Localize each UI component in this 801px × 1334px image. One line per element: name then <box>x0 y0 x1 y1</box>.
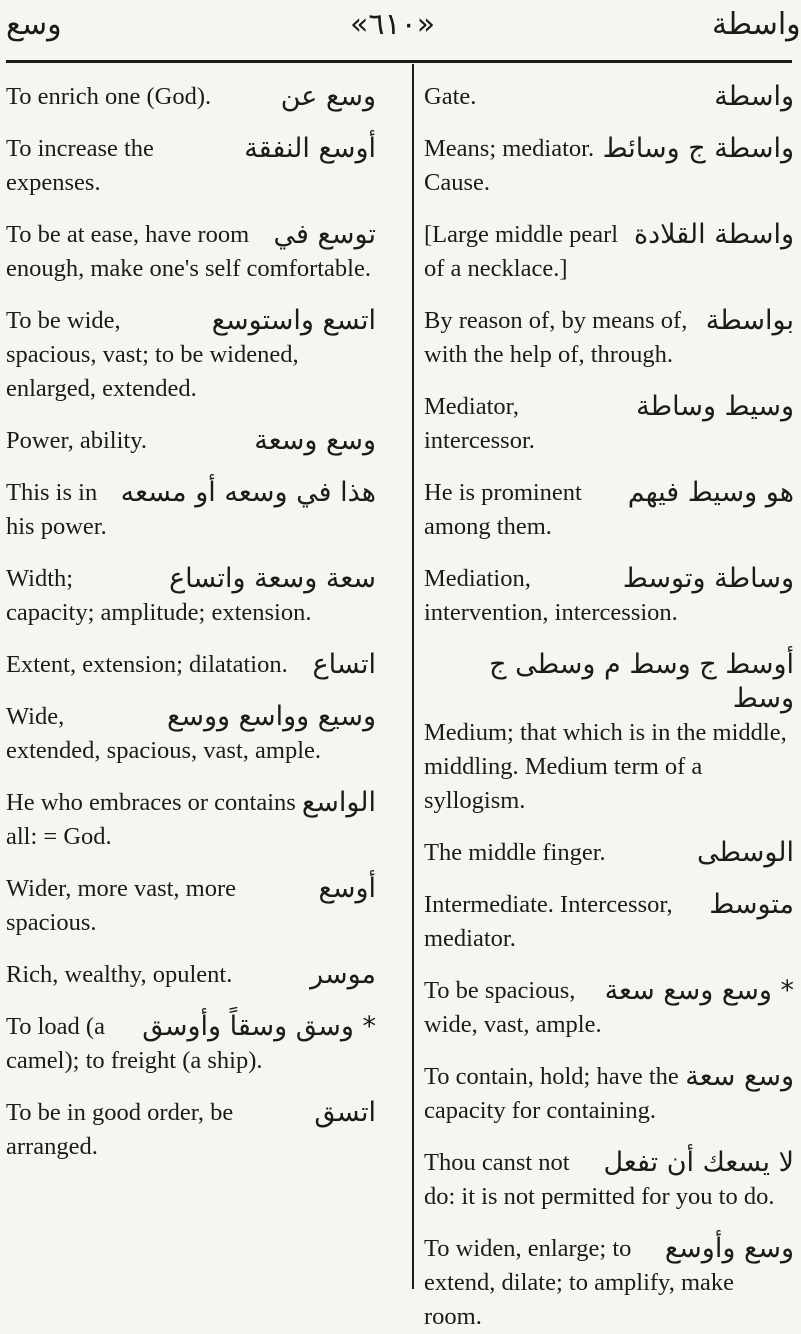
dictionary-entry <box>424 132 794 200</box>
column-divider <box>412 64 414 1289</box>
dictionary-entry <box>6 1096 376 1164</box>
arabic-headword: أوسع النفقة <box>244 133 376 164</box>
english-definition: Thou canst not do: it is not permitted for you to do. <box>424 1149 775 1210</box>
english-definition: He who embraces or contains all: = God. <box>6 789 296 850</box>
arabic-headword: اتسق <box>314 1097 376 1128</box>
dictionary-entry <box>6 786 376 854</box>
english-definition: Width; capacity; amplitude; extension. <box>6 565 312 626</box>
english-definition: To be at ease, have room enough, make one's self comfortable. <box>6 221 371 282</box>
arabic-headword: أوسع <box>318 873 376 904</box>
arabic-headword: موسر <box>310 959 376 990</box>
arabic-headword: الوسطى <box>697 837 794 868</box>
arabic-headword: وسع وأوسع <box>664 1233 794 1264</box>
arabic-headword: وسع سعة <box>685 1061 794 1092</box>
english-definition: Power, ability. <box>6 427 148 454</box>
dictionary-entry <box>6 304 376 406</box>
dictionary-entry <box>6 218 376 286</box>
right-column <box>424 80 794 1330</box>
english-definition: Rich, wealthy, opulent. <box>6 961 233 988</box>
dictionary-entry <box>6 1010 376 1078</box>
dictionary-entry <box>6 132 376 200</box>
dictionary-entry <box>424 1146 794 1214</box>
english-definition: Wider, more vast, more spacious. <box>6 875 237 936</box>
english-definition: To contain, hold; have the capacity for containing. <box>424 1063 679 1124</box>
english-definition: To be in good order, be arranged. <box>6 1099 234 1160</box>
arabic-headword: وسع وسعة <box>254 425 376 456</box>
english-definition: The middle finger. <box>424 839 606 866</box>
dictionary-entry <box>424 562 794 630</box>
dictionary-entry <box>424 390 794 458</box>
arabic-headword: لا يسعك أن تفعل <box>603 1147 794 1178</box>
arabic-headword: وسع عن <box>280 81 376 112</box>
dictionary-entry <box>424 974 794 1042</box>
english-definition: To load (a camel); to freight (a ship). <box>6 1013 263 1074</box>
dictionary-entry <box>424 476 794 544</box>
dictionary-entry <box>6 424 376 458</box>
dictionary-entry <box>424 304 794 372</box>
header-right-word: واسطة <box>712 7 801 42</box>
dictionary-entry <box>424 1060 794 1128</box>
page-header <box>0 0 801 92</box>
arabic-headword: هذا في وسعه أو مسعه <box>120 477 376 508</box>
arabic-headword: الواسع <box>301 787 376 818</box>
arabic-headword: واسطة <box>714 81 794 112</box>
arabic-headword: واسطة القلادة <box>633 219 794 250</box>
header-left-word: وسع <box>6 7 62 42</box>
english-definition: Extent, extension; dilatation. <box>6 651 288 678</box>
page-number: «٦١٠» <box>350 7 436 42</box>
english-definition: Mediator, intercessor. <box>424 393 535 454</box>
english-definition: Gate. <box>424 83 477 110</box>
dictionary-entry <box>6 476 376 544</box>
arabic-headword: بواسطة <box>705 305 794 336</box>
english-definition: To widen, enlarge; to extend, dilate; to amplify, make room. <box>424 1235 735 1330</box>
english-definition: [Large middle pearl of a necklace.] <box>424 221 619 282</box>
arabic-headword: * وسع وسع سعة <box>604 975 794 1006</box>
dictionary-entry <box>6 872 376 940</box>
english-definition: He is prominent among them. <box>424 479 582 540</box>
arabic-headword: أوسط ج وسط م وسطى ج وسط <box>489 649 794 714</box>
arabic-headword: توسع في <box>273 219 376 250</box>
dictionary-entry <box>424 218 794 286</box>
left-column <box>6 80 376 1310</box>
english-definition: To increase the expenses. <box>6 135 154 196</box>
english-definition: This is in his power. <box>6 479 107 540</box>
english-definition: Mediation, intervention, intercession. <box>424 565 678 626</box>
arabic-headword: متوسط <box>709 889 794 920</box>
dictionary-entry <box>424 80 794 114</box>
header-rule <box>6 60 792 63</box>
dictionary-entry <box>6 648 376 682</box>
arabic-headword: هو وسيط فيهم <box>627 477 794 508</box>
arabic-headword: اتسع واستوسع <box>211 305 376 336</box>
arabic-headword: * وسق وسقاً وأوسق <box>142 1011 376 1042</box>
arabic-headword: وسيع وواسع ووسع <box>167 701 376 732</box>
english-definition: Medium; that which is in the middle, middling. Medium term of a syllogism. <box>424 719 787 814</box>
english-definition: Wide, extended, spacious, vast, ample. <box>6 703 322 764</box>
dictionary-entry <box>6 700 376 768</box>
english-definition: By reason of, by means of, with the help of, through. <box>424 307 688 368</box>
arabic-headword: اتساع <box>312 649 376 680</box>
dictionary-entry <box>6 958 376 992</box>
dictionary-entry <box>424 1232 794 1334</box>
english-definition: Means; mediator. Cause. <box>424 135 595 196</box>
english-definition: To be wide, spacious, vast; to be widened, enlarged, extended. <box>6 307 299 402</box>
dictionary-entry <box>424 888 794 956</box>
english-definition: To enrich one (God). <box>6 83 212 110</box>
dictionary-entry <box>424 648 794 818</box>
arabic-headword: واسطة ج وسائط <box>602 133 794 164</box>
dictionary-entry <box>6 562 376 630</box>
arabic-headword: وسيط وساطة <box>636 391 794 422</box>
english-definition: Intermediate. Intercessor, mediator. <box>424 891 673 952</box>
arabic-headword: وساطة وتوسط <box>622 563 794 594</box>
dictionary-entry <box>424 836 794 870</box>
english-definition: To be spacious, wide, vast, ample. <box>424 977 602 1038</box>
arabic-headword: سعة وسعة واتساع <box>169 563 376 594</box>
dictionary-entry <box>6 80 376 114</box>
